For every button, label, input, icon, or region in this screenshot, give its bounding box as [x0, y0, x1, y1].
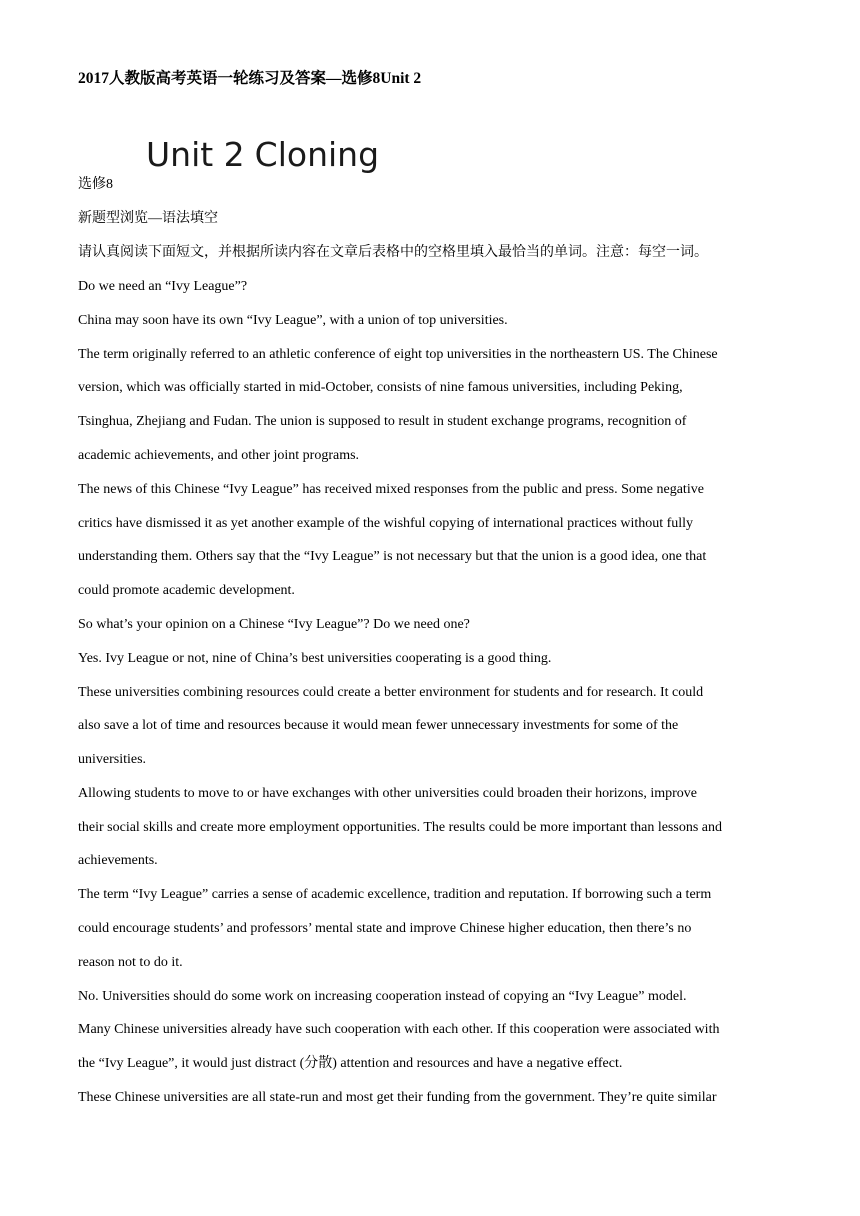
- book-label: 选修8: [78, 177, 113, 192]
- text-line: No. Universities should do some work on increasing cooperation instead of copying an “Ivy League” model.: [78, 989, 687, 1004]
- text-line: Many Chinese universities already have such cooperation with each other. If this cooperation were associated with: [78, 1022, 720, 1037]
- text-line: These universities combining resources could create a better environment for students and for research. It could: [78, 685, 704, 700]
- text-line: universities.: [78, 752, 147, 767]
- text-line: reason not to do it.: [78, 955, 183, 970]
- unit-number: Unit 2: [146, 135, 245, 174]
- text-line: Allowing students to move to or have exchanges with other universities could broaden their horizons, improve: [78, 786, 697, 801]
- text-line: These Chinese universities are all state-run and most get their funding from the government. They’re quite similar: [78, 1090, 717, 1105]
- text-line: could encourage students’ and professors’ mental state and improve Chinese higher education, then there’s no: [78, 921, 692, 936]
- text-line: version, which was officially started in mid-October, consists of nine famous universities, including Peking,: [78, 380, 683, 395]
- text-line: China may soon have its own “Ivy League”, with a union of top universities.: [78, 313, 508, 328]
- passage-title: Do we need an “Ivy League”?: [78, 279, 248, 294]
- unit-name: Cloning: [254, 135, 380, 174]
- text-line: the “Ivy League”, it would just distract (分散) attention and resources and have a negative effect.: [78, 1056, 623, 1071]
- unit-heading: [146, 132, 379, 178]
- text-line: The term “Ivy League” carries a sense of academic excellence, tradition and reputation. If borrowing such a term: [78, 887, 712, 902]
- text-line: could promote academic development.: [78, 583, 295, 598]
- section-heading: 新题型浏览—语法填空: [78, 211, 218, 226]
- text-line: critics have dismissed it as yet another example of the wishful copying of international practices without fully: [78, 516, 694, 531]
- text-line: their social skills and create more employment opportunities. The results could be more important than lessons and: [78, 820, 722, 835]
- text-line: understanding them. Others say that the “Ivy League” is not necessary but that the union is a good idea, one that: [78, 549, 707, 564]
- text-line: The news of this Chinese “Ivy League” has received mixed responses from the public and press. Some negative: [78, 482, 704, 497]
- instructions: 请认真阅读下面短文，并根据所读内容在文章后表格中的空格里填入最恰当的单词。注意：每空一词。: [78, 245, 708, 260]
- text-line: The term originally referred to an athletic conference of eight top universities in the northeastern US. The Chinese: [78, 347, 718, 362]
- text-line: Yes. Ivy League or not, nine of China’s best universities cooperating is a good thing.: [78, 651, 552, 666]
- document-title: 2017人教版高考英语一轮练习及答案—选修8Unit 2: [78, 70, 422, 87]
- text-line: also save a lot of time and resources because it would mean fewer unnecessary investments for some of the: [78, 718, 679, 733]
- text-line: Tsinghua, Zhejiang and Fudan. The union is supposed to result in student exchange programs, recognition of: [78, 414, 687, 429]
- text-line: achievements.: [78, 853, 158, 868]
- text-line: academic achievements, and other joint programs.: [78, 448, 360, 463]
- text-line: So what’s your opinion on a Chinese “Ivy League”? Do we need one?: [78, 617, 470, 632]
